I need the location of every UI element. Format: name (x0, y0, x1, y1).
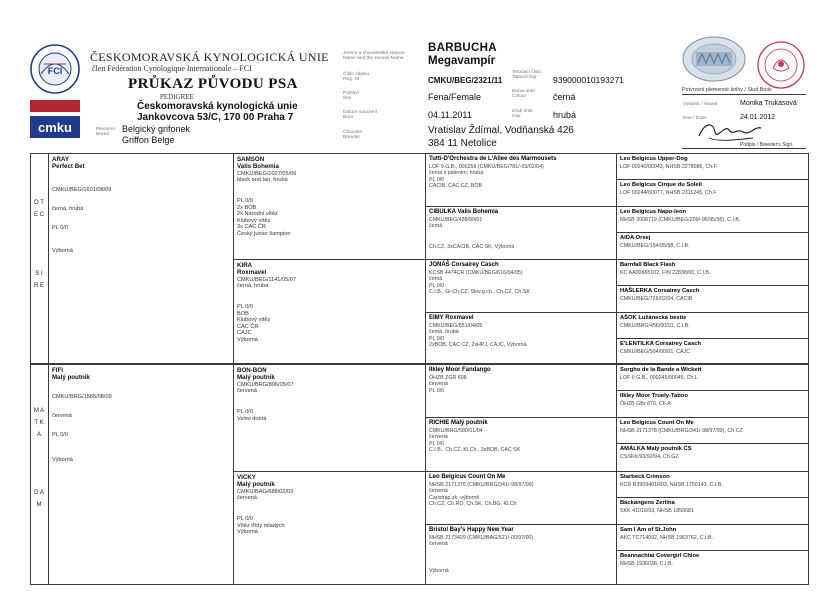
doc-subtitle: PEDIGREE (160, 93, 194, 101)
grandparent-line (237, 395, 422, 409)
dob-value: 04.11.2011 (428, 110, 472, 120)
breeder-address: 384 11 Netolice (428, 138, 497, 149)
gg-grandparent-line: LOF 00244/00077, NHSB 2311245, Ch.F (620, 189, 717, 196)
gg-grandparent-name: AŠOK Lužánecká bestie (620, 315, 687, 321)
gg-grandparent-name: Starbeck Crimson (620, 474, 670, 480)
grandparent-line: 3x CAC ČR (237, 224, 266, 231)
row-divider-gg-7 (616, 497, 809, 498)
grandparent-line: PL 0/0 (237, 198, 253, 204)
gg-grandparent-name: AIDA Orsej (620, 235, 651, 241)
gg-grandparent-name: Leo Belgicus Upper-Dog (620, 156, 688, 162)
great-grandparent-line: NHSB 2173429 (CMKU/BAG/521/-00/97/00) (429, 534, 534, 541)
sire-name: Perfect Bet (52, 163, 85, 171)
kennel-label: Jméno a chovatelská stanice Name and the Kennel Name (343, 51, 405, 62)
col-divider-grandparents (425, 153, 426, 585)
dam-name: Malý poutník (52, 374, 90, 382)
grandparent-line (237, 290, 422, 304)
gg-grandparent-line: AKC TC714092, NHSB 1963762, C.I.B. (620, 534, 713, 541)
grandparent-line: CAJC (237, 330, 252, 337)
gg-grandparent-line: CSSKK/93/92/94, Ch.GZ (620, 453, 679, 460)
grandparent-line: červená (237, 388, 257, 395)
col-divider-side (48, 153, 49, 585)
great-grandparent-line: Výborná (429, 567, 449, 574)
grandparent-name: Malý poutník (237, 374, 275, 382)
great-grandparent-line: LOF 9.G.B., 000256 (CMKU/BEG/781/-03/02/04) (429, 163, 544, 170)
great-grandparent-cell (429, 262, 614, 296)
great-grandparent-cell (429, 527, 614, 574)
grandparent-line: Výborná (237, 336, 258, 343)
great-grandparent-line: ÖHZB ZGR 698 (429, 374, 467, 381)
great-grandparent-line: černá, hrubá (429, 329, 459, 336)
dog-kennel: Megavampír (428, 55, 496, 67)
fci-logo (30, 44, 80, 94)
sire-cell (52, 156, 230, 254)
grandparent-cell (237, 156, 422, 238)
sire-title: ARAY (52, 156, 69, 163)
dam-cell (52, 367, 230, 463)
row-divider-gg-6 (616, 443, 809, 444)
grandparent-line: 2x Národní vítěz (237, 211, 278, 218)
great-grandparent-line: Ch.CZ, 3xCACIB, CAC SK, Výborná (429, 243, 515, 250)
side-label-sire: S I R E (33, 271, 44, 289)
issued-label: Vystavil / Issued (683, 102, 718, 107)
dam-line: PL 0/0 (52, 431, 68, 438)
great-grandparent-line: černá (429, 223, 443, 230)
row-divider-gg-3 (616, 285, 809, 286)
breeder-signature (695, 118, 765, 144)
grandparent-line: CAC ČR (237, 323, 259, 330)
gg-grandparent-cell (620, 156, 808, 170)
great-grandparent-cell (429, 420, 614, 454)
gg-grandparent-name: Barnfall Black Flash (620, 262, 676, 268)
grandparent-line: Klubový vítěz (237, 317, 271, 324)
sire-line (52, 236, 230, 244)
row-divider-gp2 (233, 471, 809, 472)
great-grandparent-cell (429, 315, 614, 349)
gg-grandparent-line: NHSB 2008719 (CMKU/BEG/209/-96/95/95), C.I.B. (620, 216, 741, 223)
row-divider-gg-4 (616, 338, 809, 339)
gg-grandparent-line: KC AA00665102, FIN 22838/00, C.I.B. (620, 269, 711, 276)
date-value: 24.01.2012 (740, 114, 776, 121)
gg-grandparent-line: CMKU/BEG/726/02/04, CACIB (620, 295, 693, 302)
row-divider-ggp4 (425, 524, 809, 525)
gg-grandparent-name: Sam I Am of St.John (620, 527, 677, 533)
sign-underline (682, 148, 806, 149)
cmku-logo (30, 100, 80, 138)
gg-grandparent-cell (620, 288, 808, 302)
hologram-seal (682, 36, 746, 82)
coat-value: hrubá (553, 110, 577, 120)
grandparent-name: Roxmavel (237, 269, 267, 277)
fci-member-line: člen Fédération Cynologique Internationale – FCI (92, 64, 252, 73)
gg-grandparent-cell (620, 367, 808, 381)
gg-grandparent-name: HAŠLERKA Corsairey Casch (620, 288, 700, 294)
gg-grandparent-line: CMKU/BEG/504/00/01, CAJC (620, 348, 691, 355)
gg-grandparent-cell (620, 500, 808, 514)
gg-grandparent-name: Leo Belgicus Cirque du Soleil (620, 182, 702, 188)
row-divider-gg-2 (616, 232, 809, 233)
grandparent-title: VICKY (237, 474, 256, 481)
grandparent-line: PL 0/0 (237, 409, 253, 415)
grandparent-title: KIRA (237, 262, 253, 269)
grandparent-line: Vítěz třídy mladých (237, 522, 285, 529)
sire-line: PL 0/0 (52, 224, 68, 231)
gg-grandparent-line: NHSB 1936036, C.I.B. (620, 560, 673, 567)
col-divider-parents (233, 153, 234, 585)
sire-line: Výborná (52, 247, 73, 254)
gg-grandparent-line: LOF 00240/00043, NHSB 2278086, Ch.F (620, 163, 717, 170)
row-divider-gg-5 (616, 390, 809, 391)
breed-fr: Griffon Belge (122, 135, 175, 145)
grandparent-line: Velmi dobrá (237, 415, 267, 422)
side-label-matka: M A T K A (33, 408, 45, 438)
dam-line: Výborná (52, 456, 73, 463)
great-grandparent-line: červená (429, 434, 448, 441)
breeder-name: Vratislav Ždímal, Vodňanská 426 (428, 125, 574, 136)
grandparent-cell (237, 262, 422, 344)
great-grandparent-name: JONÁŠ Corsairey Casch (429, 262, 499, 268)
sire-line (52, 217, 230, 225)
grandparent-name: Valis Bohemia (237, 163, 279, 171)
gg-grandparent-cell (620, 393, 808, 407)
row-divider-gp1 (233, 259, 809, 260)
gg-grandparent-name: Leo Belgicus Napo-leon (620, 209, 687, 215)
fci-logo-text: FCI (47, 66, 63, 76)
gg-grandparent-cell (620, 182, 808, 196)
gg-grandparent-name: Sorgho de la Bande a Wickett (620, 367, 702, 373)
doc-title: PRŮKAZ PŮVODU PSA (128, 76, 298, 92)
grandparent-line: Klubový vítěz (237, 217, 271, 224)
gg-grandparent-cell (620, 262, 808, 276)
great-grandparent-line: C.I.B., Ch.CZ, Kl.Ch., 3xBOB, CAC SK (429, 447, 521, 454)
grandparent-line: Český junior šampion (237, 230, 291, 237)
great-grandparent-name: EIMY Roxmavel (429, 315, 474, 321)
great-grandparent-name: Leo Belgicus Count On Me (429, 474, 506, 480)
gg-grandparent-line: ÖHZB GBr 870, Ch.A (620, 400, 671, 407)
great-grandparent-line: Ch.CZ, Ch.RO, Ch.SK, Ch.BG, Kl.Ch. (429, 501, 518, 508)
great-grandparent-line: černá s pálením, hrubá (429, 170, 484, 177)
sire-line: CMKU/BEG/1601/08/09 (52, 186, 112, 193)
grandparent-line: CMKU/BRG/896/05/07 (237, 381, 294, 388)
row-divider-ggp1 (425, 206, 809, 207)
great-grandparent-line: PL 0/0 (429, 335, 445, 342)
great-grandparent-line: PL 0/0 (429, 282, 445, 289)
great-grandparent-cell (429, 474, 614, 508)
grandparent-line: CMKU/BAG/688/02/03 (237, 488, 294, 495)
gg-grandparent-name: Backängens Zerlina (620, 500, 675, 506)
grandparent-line: černá, hrubá (237, 283, 269, 290)
grandparent-line: CMKU/BEG/1141/05/07 (237, 276, 296, 283)
grandparent-cell (237, 367, 422, 422)
tattoo-label: Tetovací číslo Tattoo/Chip (512, 70, 542, 81)
breed-cz: Belgický grifonek (122, 124, 191, 134)
great-grandparent-line: C.I.B., Gr.Ch.CZ, Slov.g.ch., Ch.CZ, Ch.SK (429, 289, 530, 296)
great-grandparent-cell (429, 209, 614, 250)
great-grandparent-cell (429, 156, 614, 190)
grandparent-line (237, 184, 422, 198)
cmku-logo-text: cmku (38, 120, 72, 135)
grandparent-title: SAMSON (237, 156, 265, 163)
grandparent-line: PL 0/0 (237, 304, 253, 310)
gg-grandparent-line: SKK 41016/93, NHSB 1850681 (620, 507, 694, 514)
great-grandparent-name: Bristol Bay's Happy New Year (429, 527, 514, 533)
gg-grandparent-name: E'LENTILKA Corsairey Casch (620, 341, 702, 347)
dam-line: CMKU/BRG/1565/08/09 (52, 393, 112, 400)
grandparent-line: Výborná (237, 529, 258, 536)
gg-grandparent-name: Ilkley Moor Truely-Taboo (620, 393, 688, 399)
grandparent-line: červená (237, 495, 257, 502)
grandparent-name: Malý poutník (237, 481, 275, 489)
gg-grandparent-cell (620, 315, 808, 329)
great-grandparent-line: černá (429, 276, 443, 283)
col-divider-great (616, 153, 617, 585)
sex-label: Pohlaví Sex (343, 91, 359, 102)
row-divider-main (30, 363, 809, 365)
sex-value: Fena/Female (428, 92, 482, 102)
grandparent-line: PL 0/0 (237, 516, 253, 522)
great-grandparent-line: CACIB, CAC CZ, BOB (429, 183, 482, 190)
gg-grandparent-line: CMKU/BEG/194/95/98, C.I.B. (620, 242, 690, 249)
coat-label: Druh srsti Hair (512, 109, 533, 120)
tattoo-number: 939000010193271 (553, 75, 624, 85)
great-grandparent-line: CMKU/BEG/438/99/01 (429, 216, 483, 223)
great-grandparent-line: červená (429, 541, 448, 548)
sire-line: černá, hrubá (52, 205, 84, 212)
reg-number: CMKU/BEG/2321/11 (428, 76, 503, 85)
issuing-org-name: Českomoravská kynologická unie (137, 101, 298, 112)
gg-grandparent-name: Leo Belgicus Count On Me (620, 420, 694, 426)
dam-title: FIFI (52, 367, 63, 374)
gg-grandparent-cell (620, 527, 808, 541)
gg-grandparent-cell (620, 474, 808, 488)
issuing-org-address: Jankovcova 53/C, 170 00 Praha 7 (137, 112, 294, 123)
gg-grandparent-cell (620, 235, 808, 249)
great-grandparent-line (429, 548, 614, 568)
great-grandparent-line: KCSB 4474CR (CMKU/BEG/616/04/05) (429, 269, 523, 276)
gg-grandparent-cell (620, 420, 808, 434)
great-grandparent-name: CIBULKA Valis Bohemia (429, 209, 499, 215)
gg-grandparent-line: LOF II G.B., 000245/00045, Ch.L (620, 374, 698, 381)
great-grandparent-name: Tutti-D'Orchestra de L'Allee des Marmousets (429, 156, 557, 162)
dob-label: Datum narození Born (343, 110, 378, 121)
dam-line (52, 424, 230, 432)
breed-club-stamp (756, 40, 806, 90)
row-divider-gg-8 (616, 550, 809, 551)
gg-grandparent-cell (620, 341, 808, 355)
great-grandparent-line: červená (429, 488, 448, 495)
row-divider-ggp2 (425, 312, 809, 313)
grandparent-cell (237, 474, 422, 536)
great-grandparent-line (429, 230, 614, 244)
row-divider-ggp3 (425, 417, 809, 418)
great-grandparent-line: červená (429, 381, 448, 388)
row-divider-gg-1 (616, 179, 809, 180)
gg-grandparent-cell (620, 209, 808, 223)
dog-name: BARBUCHA (428, 42, 497, 54)
reg-label: Číslo zápisu Reg. Nr. (343, 72, 370, 83)
great-grandparent-line: PL 0/0 (429, 387, 445, 394)
breeder-sign-caption: Podpis / Breeder's Sign. (740, 142, 794, 148)
sire-line (52, 198, 230, 206)
stud-book-underline (682, 94, 806, 95)
breeder-label: Chovatel Breeder (343, 130, 362, 141)
issued-value: Monika Trukasová (740, 100, 797, 107)
grandparent-line: BOB (237, 310, 249, 317)
dam-line (52, 443, 230, 451)
gg-grandparent-cell (620, 553, 808, 567)
date-label: Dne / Date (683, 116, 706, 121)
gg-grandparent-name: AMÁLKA Malý poutník CS (620, 446, 692, 452)
color-value: černá (553, 92, 576, 102)
great-grandparent-line: PL 0/0 (429, 440, 445, 447)
stud-book-caption: Potvrzení plemenné knihy / Stud Book (682, 87, 772, 93)
dam-line (52, 405, 230, 413)
side-label-dam: D A M (34, 490, 44, 508)
grandparent-line: 2x BOB (237, 204, 257, 211)
gg-grandparent-cell (620, 446, 808, 460)
gg-grandparent-line: NHSB 2171378 (CMKU/BRG/341/-98/97/99), Ch.CZ (620, 427, 743, 434)
grandparent-title: BON-BON (237, 367, 267, 374)
great-grandparent-line: Caristrap.zk.-výborně (429, 494, 480, 501)
org-title: ČESKOMORAVSKÁ KYNOLOGICKÁ UNIE (90, 50, 329, 64)
gg-grandparent-line: KCR R3909401R03, NHSB 1750143, C.I.B. (620, 481, 723, 488)
grandparent-line: black and tan, hrubá (237, 177, 288, 184)
great-grandparent-line: 2xBOB, CAC CZ, 2xHPJ, CAJC, Výborná (429, 342, 527, 349)
grandparent-line: CMKU/BEG/1027/05/06 (237, 170, 297, 177)
great-grandparent-line: CMKU/BEG/651/04/05 (429, 322, 483, 329)
great-grandparent-line: PL 0/0 (429, 176, 445, 183)
gg-grandparent-name: Beannachtai Covergirl Chloe (620, 553, 700, 559)
grandparent-line (237, 502, 422, 516)
great-grandparent-line: NHSB 2171376 (CMKU/BRG/341/-98/97/99) (429, 481, 534, 488)
color-label: Barva srsti Colour (512, 89, 535, 100)
great-grandparent-name: Ilkley Moor Fandango (429, 367, 491, 373)
side-label-otec: O T E C (33, 200, 44, 218)
gg-grandparent-line: CMKU/BRG/456/00/01, C.I.B. (620, 322, 690, 329)
breed-label: Plemeno Breed (96, 127, 115, 138)
dam-line: červená (52, 412, 72, 419)
great-grandparent-name: RICHIE Malý poutník (429, 420, 488, 426)
great-grandparent-line: CMKU/BRG/580/01/04 (429, 427, 483, 434)
great-grandparent-cell (429, 367, 614, 394)
